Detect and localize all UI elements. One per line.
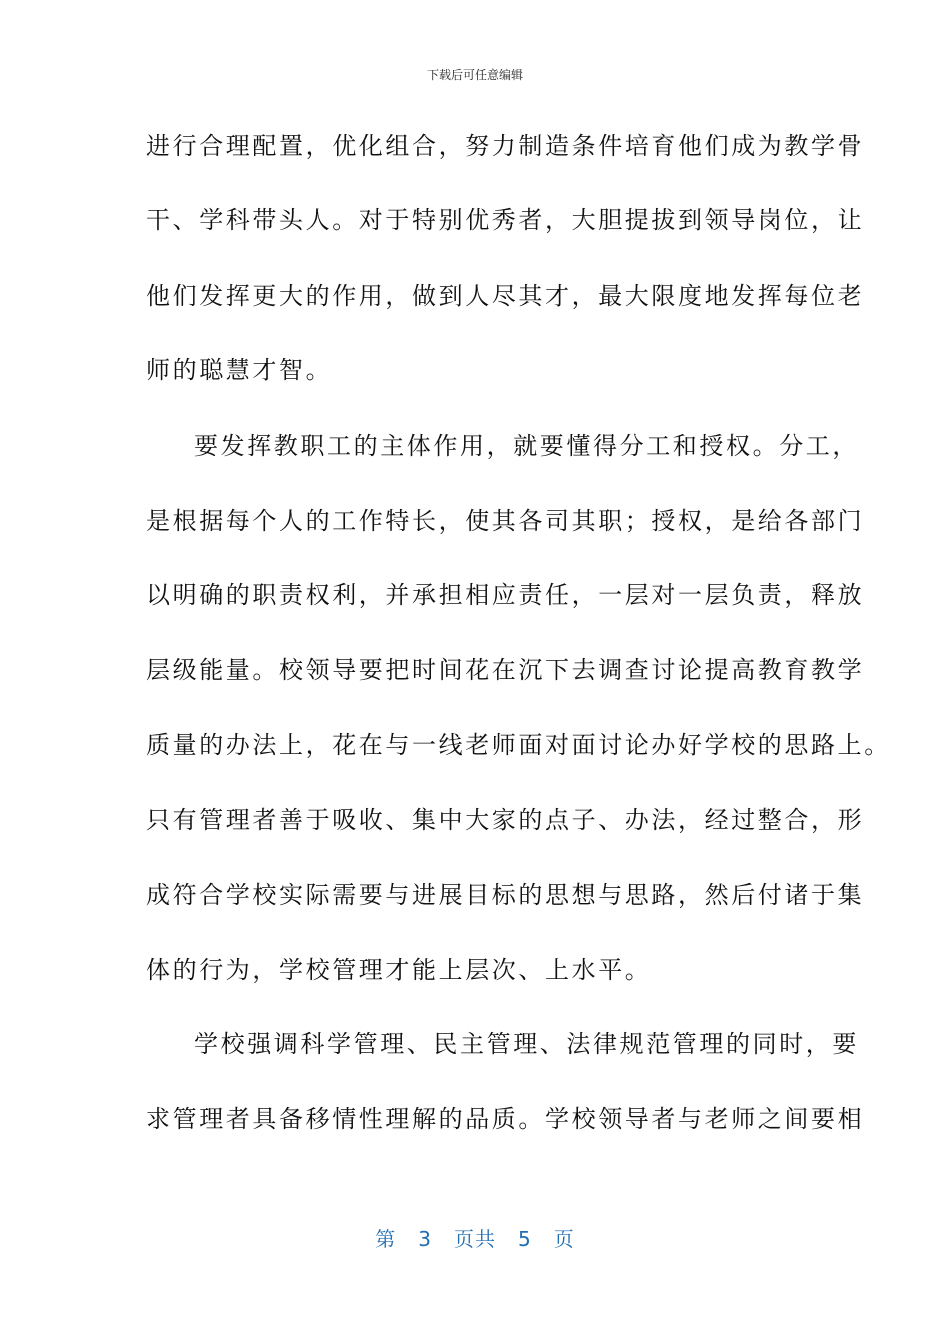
header-note: 下载后可任意编辑: [426, 68, 523, 82]
paragraph-first-line: 要发挥教职工的主体作用，就要懂得分工和授权。分工，: [194, 432, 859, 460]
body-line: 是根据每个人的工作特长，使其各司其职；授权，是给各部门: [146, 507, 865, 535]
body-line: 干、学科带头人。对于特别优秀者，大胆提拔到领导岗位，让: [146, 206, 865, 234]
footer-middle: 页共: [454, 1227, 496, 1251]
body-line: 师的聪慧才智。: [146, 356, 333, 384]
body-line: 以明确的职责权利，并承担相应责任，一层对一层负责，释放: [146, 581, 865, 609]
footer-suffix: 页: [553, 1227, 575, 1251]
current-page-number: 3: [418, 1227, 432, 1251]
footer-prefix: 第: [375, 1227, 397, 1251]
body-line: 质量的办法上，花在与一线老师面对面讨论办好学校的思路上。: [146, 731, 891, 759]
body-line: 层级能量。校领导要把时间花在沉下去调查讨论提高教育教学: [146, 656, 865, 684]
body-line: 进行合理配置，优化组合，努力制造条件培育他们成为教学骨: [146, 132, 865, 160]
body-line: 成符合学校实际需要与进展目标的思想与思路，然后付诸于集: [146, 881, 865, 909]
page-footer: [0, 1226, 950, 1252]
body-line: 只有管理者善于吸收、集中大家的点子、办法，经过整合，形: [146, 806, 865, 834]
paragraph-first-line: 学校强调科学管理、民主管理、法律规范管理的同时，要: [194, 1030, 859, 1058]
total-pages-number: 5: [518, 1227, 532, 1251]
body-line: 他们发挥更大的作用，做到人尽其才，最大限度地发挥每位老: [146, 282, 865, 310]
body-line: 体的行为，学校管理才能上层次、上水平。: [146, 956, 652, 984]
body-line: 求管理者具备移情性理解的品质。学校领导者与老师之间要相: [146, 1105, 865, 1133]
